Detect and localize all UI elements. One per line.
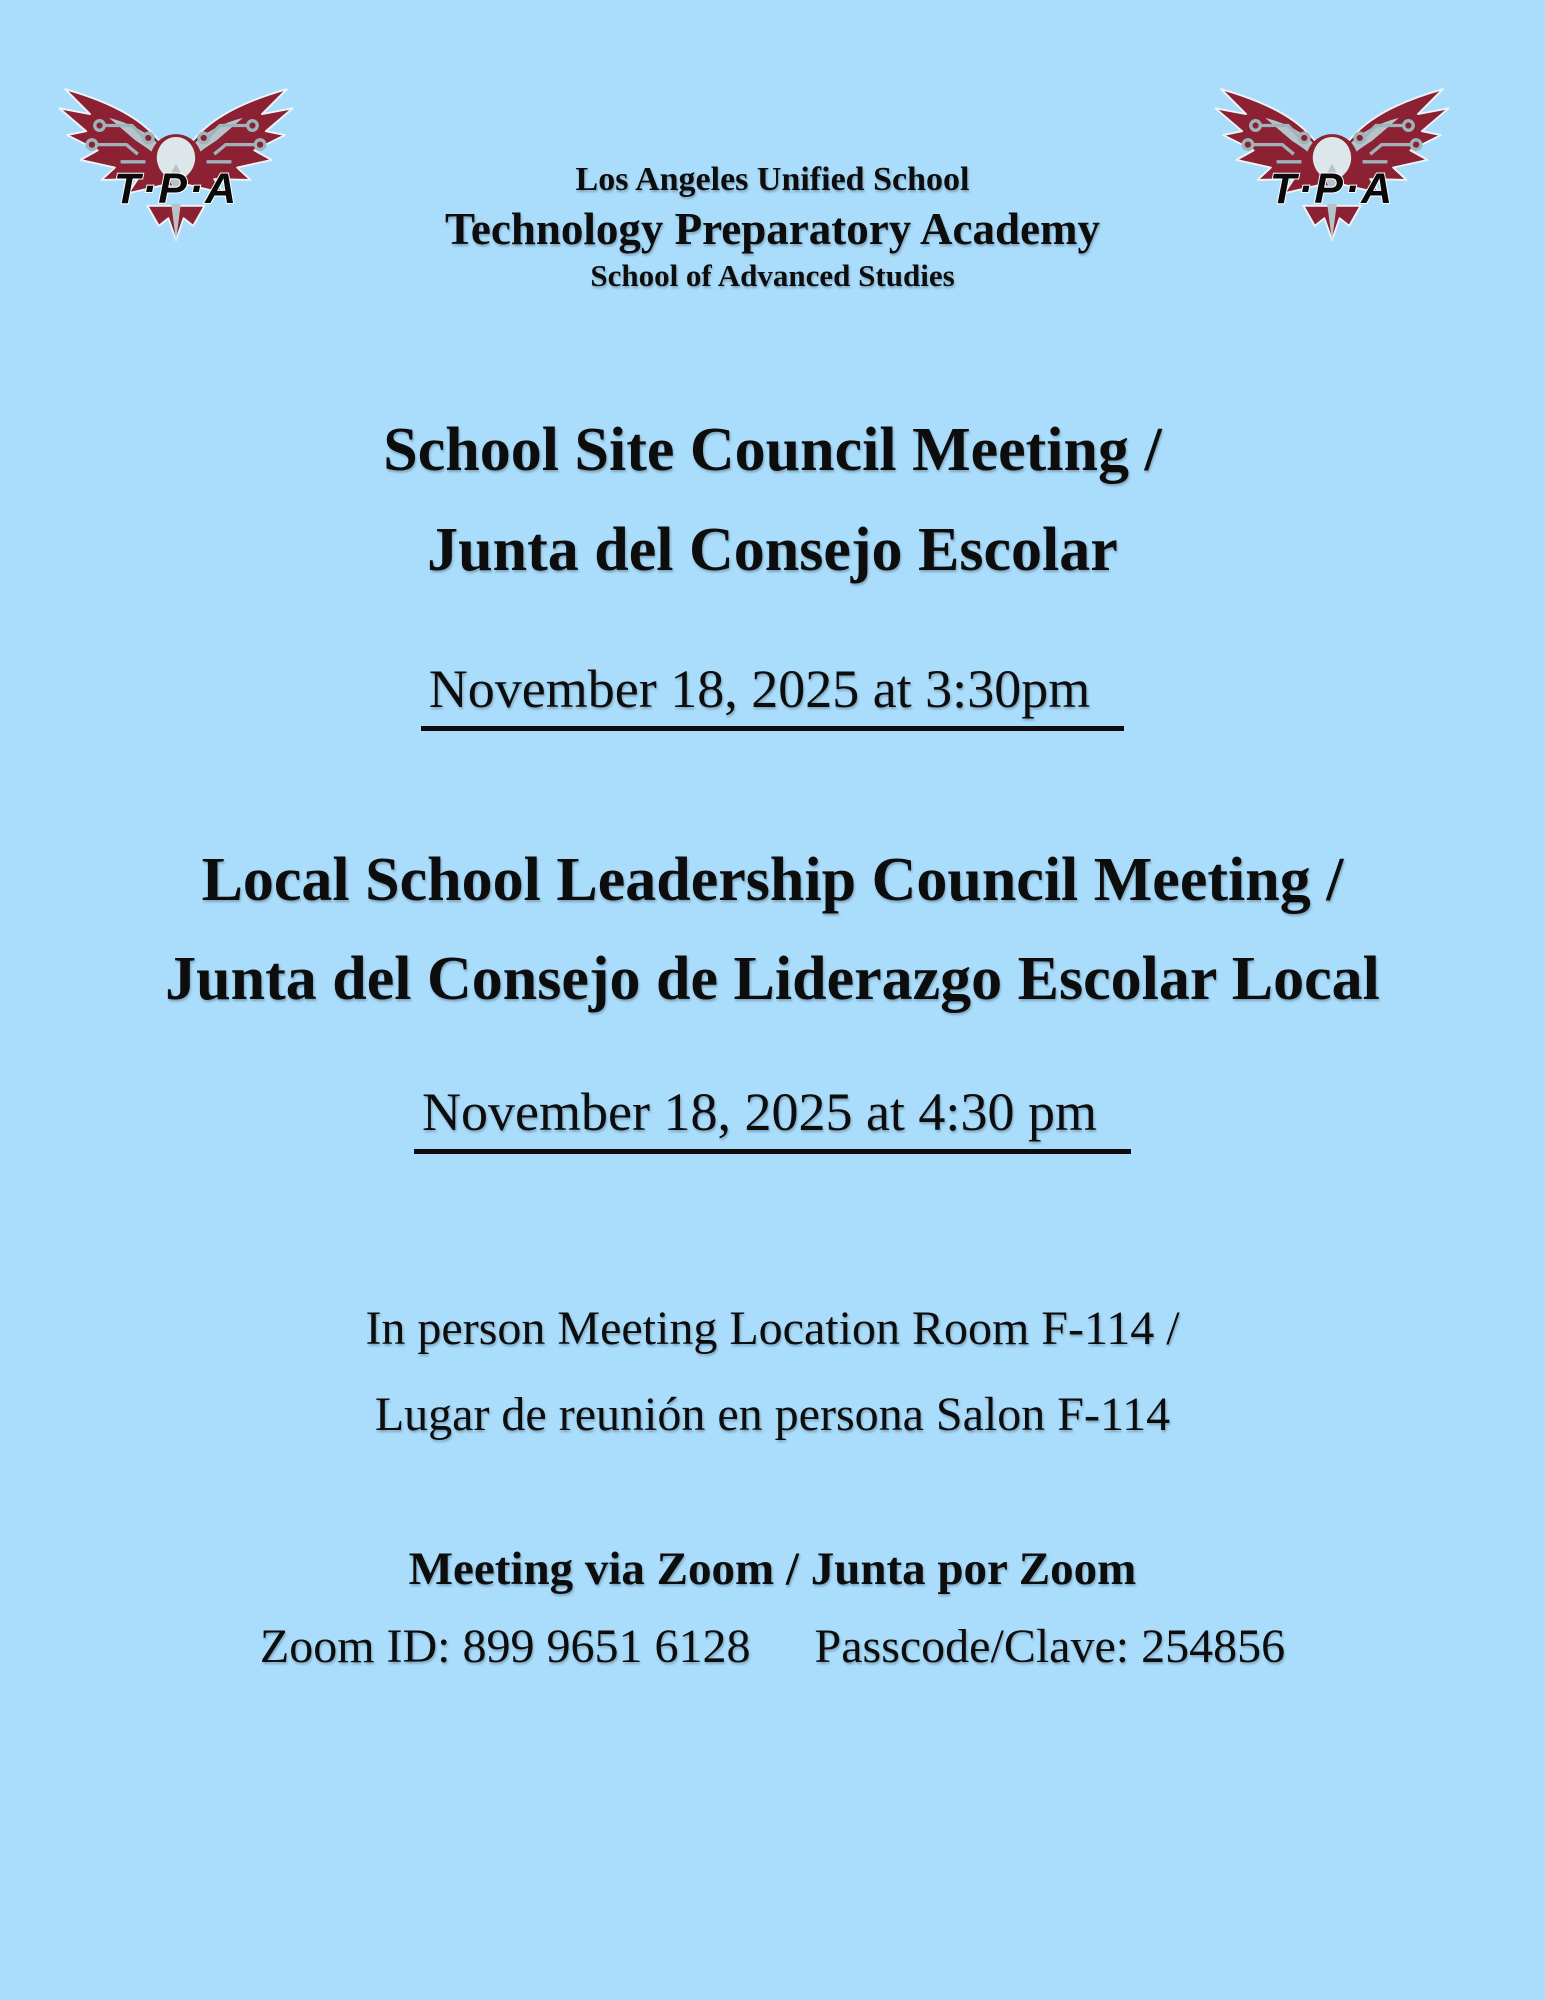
meeting-1-date	[0, 658, 1545, 731]
zoom-id: Zoom ID: 899 9651 6128	[259, 1620, 751, 1674]
tpa-monogram: T·P·A	[113, 164, 239, 213]
meeting-2-title-es: Junta del Consejo de Liderazgo Escolar Local	[165, 945, 1380, 1014]
location-info	[0, 1286, 1545, 1457]
meeting-2-title	[0, 831, 1545, 1029]
meeting-1-title-es: Junta del Consejo Escolar	[427, 515, 1118, 584]
meeting-2-title-en: Local School Leadership Council Meeting /	[201, 845, 1344, 914]
meeting-2-date	[0, 1081, 1545, 1154]
zoom-credentials	[0, 1616, 1545, 1678]
meeting-1-title-en: School Site Council Meeting /	[383, 416, 1162, 485]
meeting-2-datetime: November 18, 2025 at 4:30 pm	[414, 1081, 1131, 1154]
meeting-1-datetime: November 18, 2025 at 3:30pm	[421, 658, 1124, 731]
tpa-eagle-logo-right	[1206, 72, 1458, 244]
district-name: Los Angeles Unified School	[575, 161, 970, 198]
zoom-heading: Meeting via Zoom / Junta por Zoom	[408, 1543, 1137, 1596]
zoom-passcode: Passcode/Clave: 254856	[814, 1620, 1286, 1674]
location-line-en: In person Meeting Location Room F-114 /	[365, 1302, 1180, 1356]
school-subtitle: School of Advanced Studies	[590, 258, 955, 294]
school-name: Technology Preparatory Academy	[445, 204, 1100, 255]
meeting-1-title	[0, 401, 1545, 599]
tpa-eagle-icon	[50, 72, 302, 244]
tpa-eagle-logo-left	[50, 72, 302, 244]
location-line-es: Lugar de reunión en persona Salon F-114	[374, 1387, 1171, 1441]
tpa-eagle-icon	[1206, 72, 1458, 244]
tpa-monogram: T·P·A	[1269, 164, 1395, 213]
